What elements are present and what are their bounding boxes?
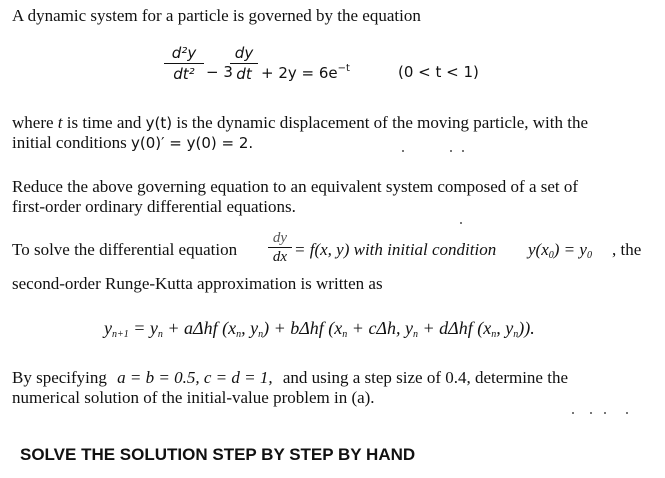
specify-text-b: and using a step size of 0.4, determine the: [282, 368, 568, 387]
specify-line-1: [12, 368, 568, 388]
dy-dx-numerator: dy: [272, 230, 288, 246]
f-s1: n: [236, 329, 242, 340]
f-s5: n: [491, 329, 497, 340]
first-derivative-fraction: [230, 44, 258, 83]
first-derivative-numerator: dy: [234, 44, 254, 62]
ic-mid: ) = y: [553, 240, 587, 259]
intro-text: A dynamic system for a particle is governed by the equation: [12, 6, 421, 25]
coefficient-minus-three: − 3: [206, 63, 233, 81]
instruction-heading: SOLVE THE SOLUTION STEP BY STEP BY HAND: [20, 445, 416, 464]
f-p8: )).: [518, 318, 535, 338]
initial-conditions-label: initial conditions: [12, 133, 131, 152]
f-sub-n: n: [157, 329, 163, 340]
initial-conditions-value: y(0)′ = y(0) = 2.: [131, 134, 254, 152]
exponent: −t: [337, 63, 350, 74]
time-domain: (0 < t < 1): [398, 63, 479, 81]
reduce-line-2: first-order ordinary differential equations.: [12, 197, 296, 216]
where-line-1: [12, 113, 588, 133]
f-p6: + dΔhf (x: [418, 318, 492, 338]
equation-right-side: [261, 63, 350, 82]
rk-initial-condition: [528, 240, 592, 266]
second-derivative-denominator: dt²: [173, 65, 195, 83]
var-t: t: [57, 113, 63, 132]
rk-formula: [104, 318, 535, 345]
dy-dx-fraction: [268, 230, 292, 265]
f-s3: n: [342, 329, 348, 340]
f-y: y: [104, 318, 112, 338]
where-line-2: [12, 133, 253, 153]
var-yt: y(t): [145, 114, 173, 132]
reduce-line-1: Reduce the above governing equation to an equivalent system composed of a set of: [12, 177, 579, 196]
second-derivative-fraction: [164, 44, 204, 83]
where-text-c: is the dynamic displacement of the moving particle, with the: [172, 113, 589, 132]
rk-line-1-start: To solve the differential equation: [12, 240, 238, 259]
f-p2: + aΔhf (x: [162, 318, 237, 338]
specify-params: a = b = 0.5, c = d = 1,: [117, 368, 273, 387]
f-s4: n: [413, 329, 418, 340]
first-derivative-denominator: dt: [236, 65, 252, 83]
f-p7: , y: [496, 318, 514, 338]
f-p4: ) + bΔhf (x: [263, 318, 343, 338]
f-p5: + cΔh, y: [347, 318, 413, 338]
where-text-b: is time and: [62, 113, 146, 132]
rk-line-2: second-order Runge-Kutta approximation is written as: [12, 274, 383, 293]
f-s2: n: [258, 329, 264, 340]
equation-rhs: + 2y = 6e: [261, 64, 338, 82]
f-sub-n1: n+1: [112, 329, 129, 340]
specify-text-a: By specifying: [12, 368, 107, 387]
specify-line-2: numerical solution of the initial-value problem in (a).: [12, 388, 375, 407]
ic-lhs: y(x: [528, 240, 549, 259]
rk-line-1-equation: = f(x, y) with initial condition: [294, 240, 497, 259]
rk-line-1-end: , the: [612, 240, 642, 259]
where-text-a: where: [12, 113, 58, 132]
dy-dx-denominator: dx: [272, 249, 288, 265]
f-p1: = y: [128, 318, 158, 338]
ic-sub: 0: [548, 250, 554, 261]
second-derivative-numerator: d²y: [171, 44, 197, 62]
ic-sub2: 0: [586, 250, 592, 261]
f-p3: , y: [241, 318, 259, 338]
f-s6: n: [513, 329, 519, 340]
